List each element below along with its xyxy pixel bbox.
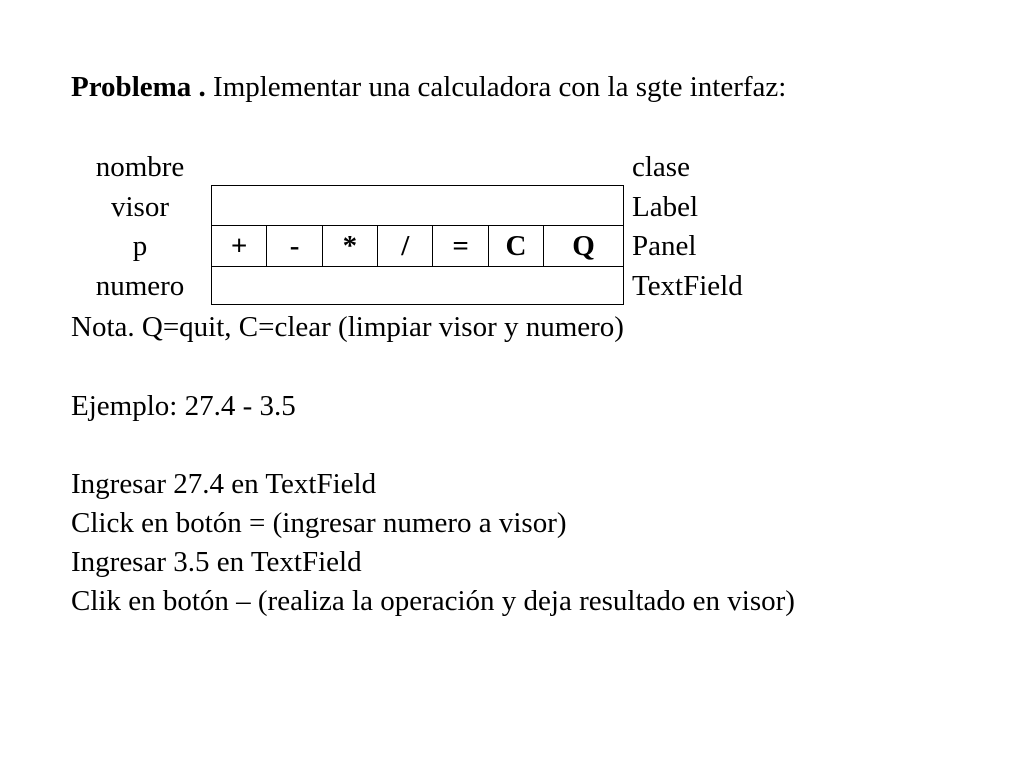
- row-name-visor: visor: [111, 191, 169, 223]
- step-1: Ingresar 27.4 en TextField: [71, 468, 377, 500]
- plus-button[interactable]: +: [212, 226, 267, 266]
- heading: [71, 73, 786, 102]
- step-2: Click en botón = (ingresar numero a visor): [71, 507, 567, 539]
- row-class-numero: TextField: [632, 270, 743, 302]
- example: Ejemplo: 27.4 - 3.5: [71, 390, 296, 422]
- minus-button[interactable]: -: [267, 226, 322, 266]
- row-class-visor: Label: [632, 191, 699, 223]
- equals-button[interactable]: =: [433, 226, 488, 266]
- visor-label-box: [211, 185, 624, 226]
- step-4: Clik en botón – (realiza la operación y deja resultado en visor): [71, 585, 795, 617]
- multiply-button[interactable]: *: [323, 226, 378, 266]
- step-3: Ingresar 3.5 en TextField: [71, 546, 362, 578]
- button-panel: [211, 225, 624, 267]
- heading-bold: Problema .: [71, 71, 206, 103]
- quit-button[interactable]: Q: [572, 229, 595, 262]
- divide-button[interactable]: /: [378, 226, 433, 266]
- row-class-p: Panel: [632, 230, 697, 262]
- row-name-p: p: [132, 230, 148, 262]
- clear-button[interactable]: C: [489, 226, 544, 266]
- numero-textfield-box[interactable]: [211, 266, 624, 305]
- note: Nota. Q=quit, C=clear (limpiar visor y numero): [71, 311, 624, 343]
- heading-rest: Implementar una calculadora con la sgte interfaz:: [205, 71, 787, 103]
- col-name-header: nombre: [95, 151, 185, 183]
- col-class-header: clase: [632, 151, 690, 183]
- row-name-numero: numero: [95, 270, 185, 302]
